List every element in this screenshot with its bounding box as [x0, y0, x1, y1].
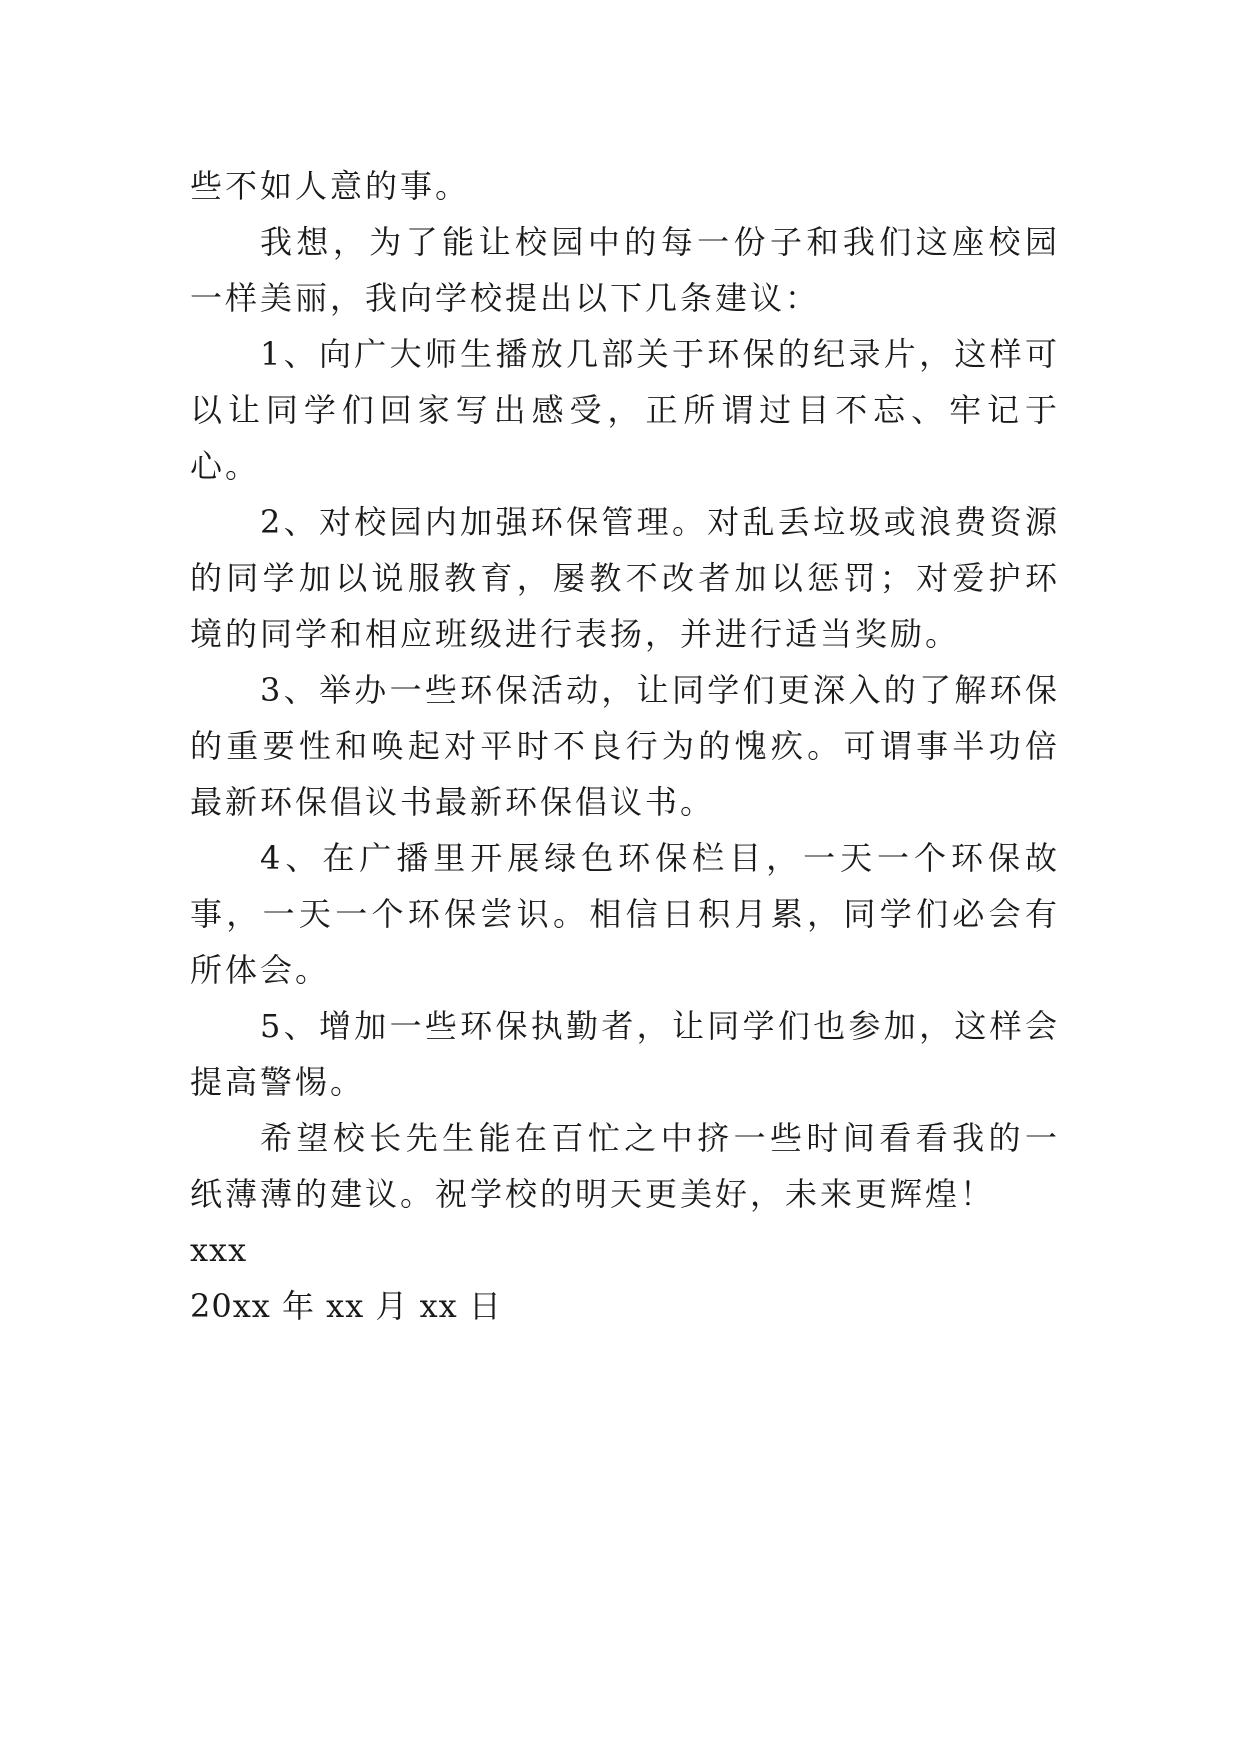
- paragraph-6: 4、在广播里开展绿色环保栏目，一天一个环保故事，一天一个环保尝识。相信日积月累，同学们必会有所体会。: [190, 839, 1060, 989]
- paragraph-8: 希望校长先生能在百忙之中挤一些时间看看我的一纸薄薄的建议。祝学校的明天更美好，未来更辉煌！: [190, 1119, 1060, 1213]
- letter-body: [190, 158, 1060, 1334]
- paragraph-4: 2、对校园内加强环保管理。对乱丢垃圾或浪费资源的同学加以说服教育，屡教不改者加以惩罚；对爱护环境的同学和相应班级进行表扬，并进行适当奖励。: [190, 503, 1060, 653]
- paragraph-1: 些不如人意的事。: [190, 167, 471, 205]
- paragraph-7: 5、增加一些环保执勤者，让同学们也参加，这样会提高警惕。: [190, 1007, 1060, 1101]
- date-line: 20xx 年 xx 月 xx 日: [190, 1287, 502, 1325]
- signature: xxx: [190, 1231, 248, 1269]
- paragraph-2: 我想，为了能让校园中的每一份子和我们这座校园一样美丽，我向学校提出以下几条建议：: [190, 223, 1060, 317]
- paragraph-3: 1、向广大师生播放几部关于环保的纪录片，这样可以让同学们回家写出感受，正所谓过目不忘、牢记于心。: [190, 335, 1060, 485]
- paragraph-5: 3、举办一些环保活动，让同学们更深入的了解环保的重要性和唤起对平时不良行为的愧疚。可谓事半功倍最新环保倡议书最新环保倡议书。: [190, 671, 1060, 821]
